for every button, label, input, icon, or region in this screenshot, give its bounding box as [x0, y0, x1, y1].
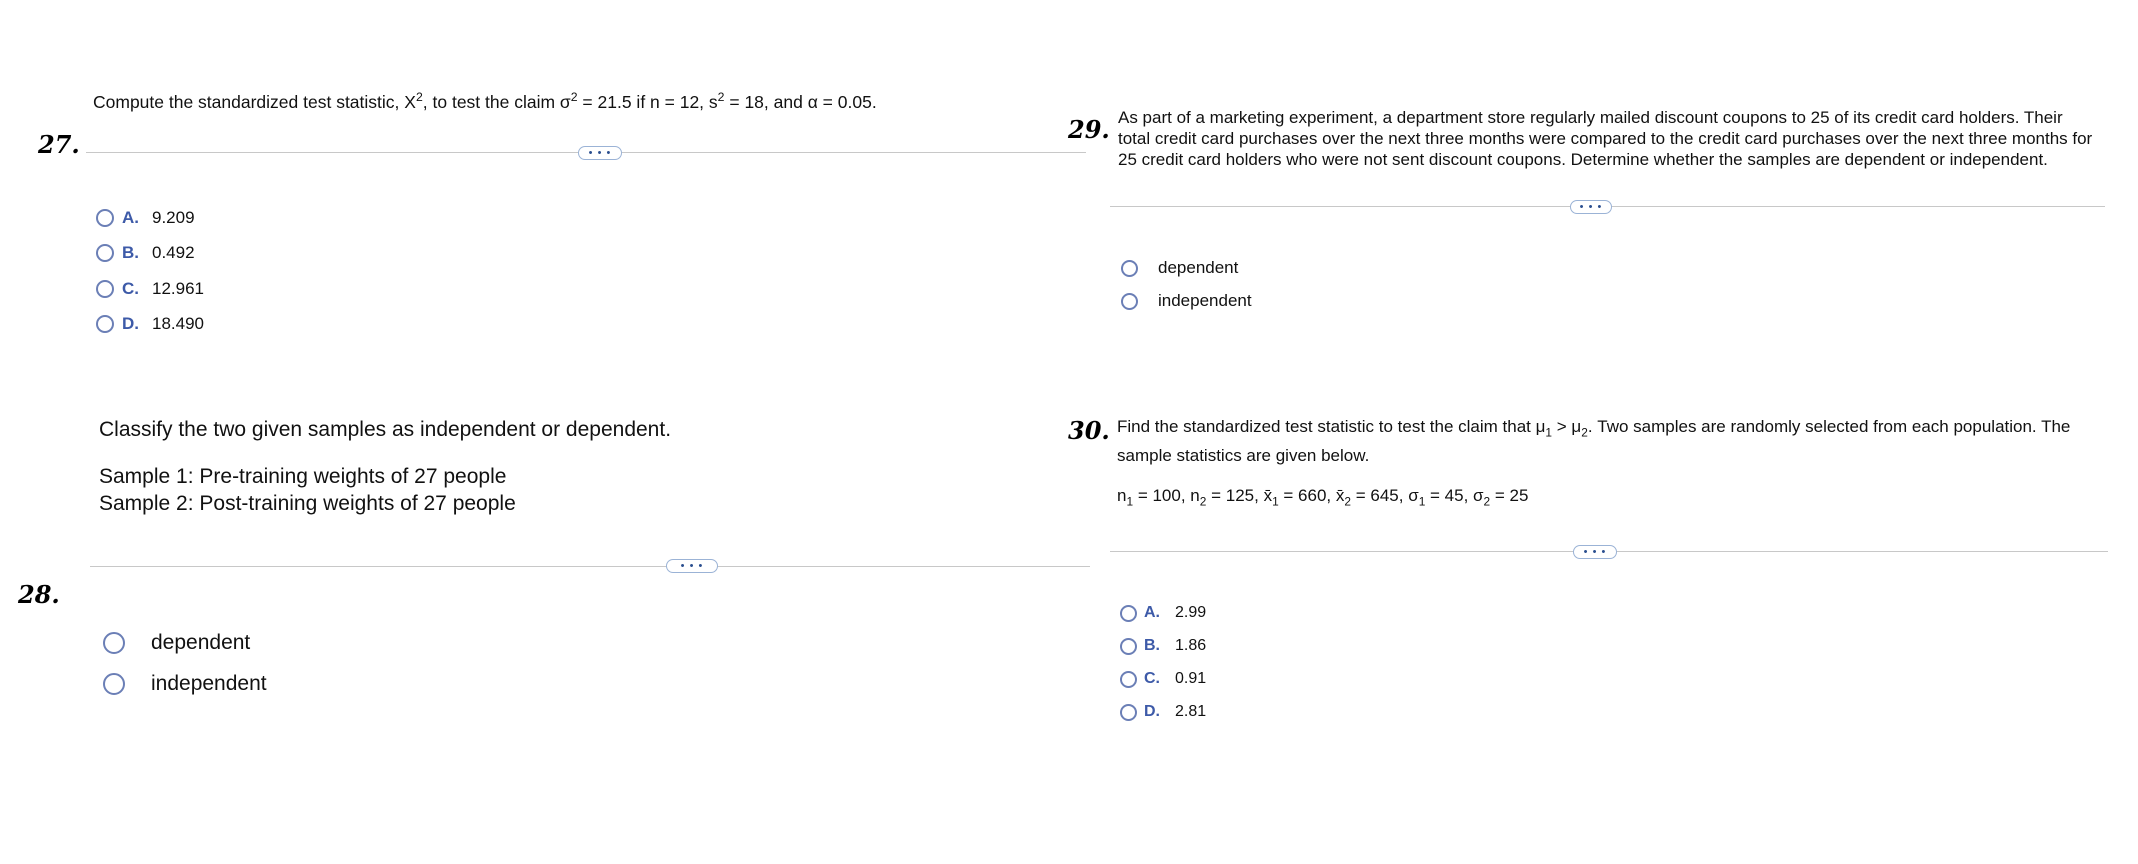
q27-expand-button[interactable]: • • •: [578, 146, 622, 160]
q28-sample-2: Sample 2: Post-training weights of 27 people: [99, 492, 516, 515]
q27-prompt-part: , to test the claim σ: [422, 91, 571, 112]
radio-icon[interactable]: [1120, 605, 1137, 622]
q30-option-d[interactable]: [1120, 703, 1206, 721]
q30-subscript: 1: [1545, 425, 1553, 440]
q27-option-d[interactable]: [96, 314, 204, 334]
q30-prompt-part: Find the standardized test statistic to test the claim that μ: [1117, 417, 1546, 436]
q27-exponent: 2: [570, 90, 578, 104]
option-letter: B.: [122, 243, 139, 262]
question-30-number: 30.: [1068, 416, 1110, 445]
option-text: 18.490: [152, 314, 204, 333]
q27-prompt-part: = 21.5 if n = 12, s: [577, 91, 718, 112]
radio-icon[interactable]: [1120, 638, 1137, 655]
q27-prompt-part: = 18, and α = 0.05.: [724, 91, 877, 112]
q30-option-a[interactable]: [1120, 604, 1206, 622]
stat-symbol: n: [1117, 486, 1127, 505]
option-text: 1.86: [1175, 637, 1207, 654]
option-letter: C.: [122, 279, 139, 298]
q30-expand-button[interactable]: • • •: [1573, 545, 1617, 559]
q29-option-independent[interactable]: [1121, 291, 1252, 311]
q30-prompt-part: . Two samples are randomly selected from each population. The: [1587, 417, 2071, 436]
option-text: 0.91: [1175, 670, 1207, 687]
q27-option-c[interactable]: [96, 279, 204, 299]
q30-sample-statistics: [1117, 486, 1528, 508]
radio-icon[interactable]: [96, 280, 114, 298]
q29-prompt-line: As part of a marketing experiment, a department store regularly mailed discount coupons to 25 of its credit card holders. Their: [1118, 108, 2063, 127]
question-28-number: 28.: [18, 580, 60, 609]
q27-exponent: 2: [415, 90, 423, 104]
question-27-prompt: [93, 90, 877, 113]
radio-icon[interactable]: [1121, 293, 1138, 310]
q27-option-b[interactable]: [96, 243, 195, 263]
q30-prompt-line-2: sample statistics are given below.: [1117, 446, 1370, 465]
q30-option-b[interactable]: [1120, 637, 1206, 655]
q28-divider: [90, 566, 1090, 567]
question-30-prompt: [1117, 417, 2070, 439]
option-text: 0.492: [152, 243, 195, 262]
radio-icon[interactable]: [1120, 671, 1137, 688]
stat-value: = 25: [1490, 486, 1529, 505]
q29-prompt-line: 25 credit card holders who were not sent discount coupons. Determine whether the samples are dependent or independent.: [1118, 150, 2048, 169]
option-text: dependent: [1158, 258, 1239, 277]
question-28-prompt: Classify the two given samples as independent or dependent.: [99, 418, 672, 441]
q30-prompt-part: > μ: [1552, 417, 1582, 436]
q27-option-a[interactable]: [96, 208, 195, 228]
stat-value: = 125,: [1206, 486, 1264, 505]
radio-icon[interactable]: [103, 673, 125, 695]
q28-option-independent[interactable]: [103, 672, 267, 696]
option-text: 12.961: [152, 279, 204, 298]
q29-option-dependent[interactable]: [1121, 258, 1238, 278]
radio-icon[interactable]: [1121, 260, 1138, 277]
option-letter: A.: [1144, 604, 1160, 621]
radio-icon[interactable]: [96, 244, 114, 262]
option-letter: C.: [1144, 670, 1160, 687]
stat-subscript: 2: [1483, 494, 1491, 509]
q28-option-dependent[interactable]: [103, 631, 250, 655]
question-29-prompt: [1118, 107, 2092, 170]
option-letter: D.: [122, 314, 139, 333]
stat-subscript: 1: [1418, 494, 1426, 509]
stat-symbol: x̄: [1335, 486, 1345, 505]
stat-symbol: σ: [1473, 486, 1484, 505]
q30-subscript: 2: [1581, 425, 1588, 440]
stat-value: = 645,: [1351, 486, 1409, 505]
option-text: independent: [151, 672, 267, 695]
q28-expand-button[interactable]: • • •: [666, 559, 718, 573]
stat-subscript: 2: [1344, 494, 1351, 509]
stat-subscript: 1: [1126, 494, 1134, 509]
option-text: 2.81: [1175, 703, 1207, 720]
q27-exponent: 2: [717, 90, 725, 104]
stat-value: = 45,: [1425, 486, 1474, 505]
option-letter: D.: [1144, 703, 1160, 720]
q28-sample-1: Sample 1: Pre-training weights of 27 people: [99, 465, 507, 488]
q30-option-c[interactable]: [1120, 670, 1206, 688]
option-letter: A.: [122, 208, 139, 227]
option-text: 2.99: [1175, 604, 1207, 621]
radio-icon[interactable]: [96, 209, 114, 227]
question-29-number: 29.: [1068, 115, 1110, 144]
radio-icon[interactable]: [96, 315, 114, 333]
stat-symbol: n: [1190, 486, 1200, 505]
stat-symbol: σ: [1408, 486, 1419, 505]
option-text: 9.209: [152, 208, 195, 227]
q27-prompt-part: Compute the standardized test statistic, X: [93, 91, 416, 112]
q29-expand-button[interactable]: • • •: [1570, 200, 1612, 214]
option-text: dependent: [151, 631, 251, 654]
radio-icon[interactable]: [103, 632, 125, 654]
stat-symbol: x̄: [1263, 486, 1273, 505]
question-27-number: 27.: [38, 130, 80, 159]
stat-subscript: 2: [1199, 494, 1207, 509]
radio-icon[interactable]: [1120, 704, 1137, 721]
option-text: independent: [1158, 291, 1252, 310]
q29-prompt-line: total credit card purchases over the next three months were compared to the credit card purchases over the next three months for: [1118, 129, 2093, 148]
stat-subscript: 1: [1272, 494, 1279, 509]
stat-value: = 100,: [1133, 486, 1191, 505]
option-letter: B.: [1144, 637, 1160, 654]
stat-value: = 660,: [1278, 486, 1336, 505]
